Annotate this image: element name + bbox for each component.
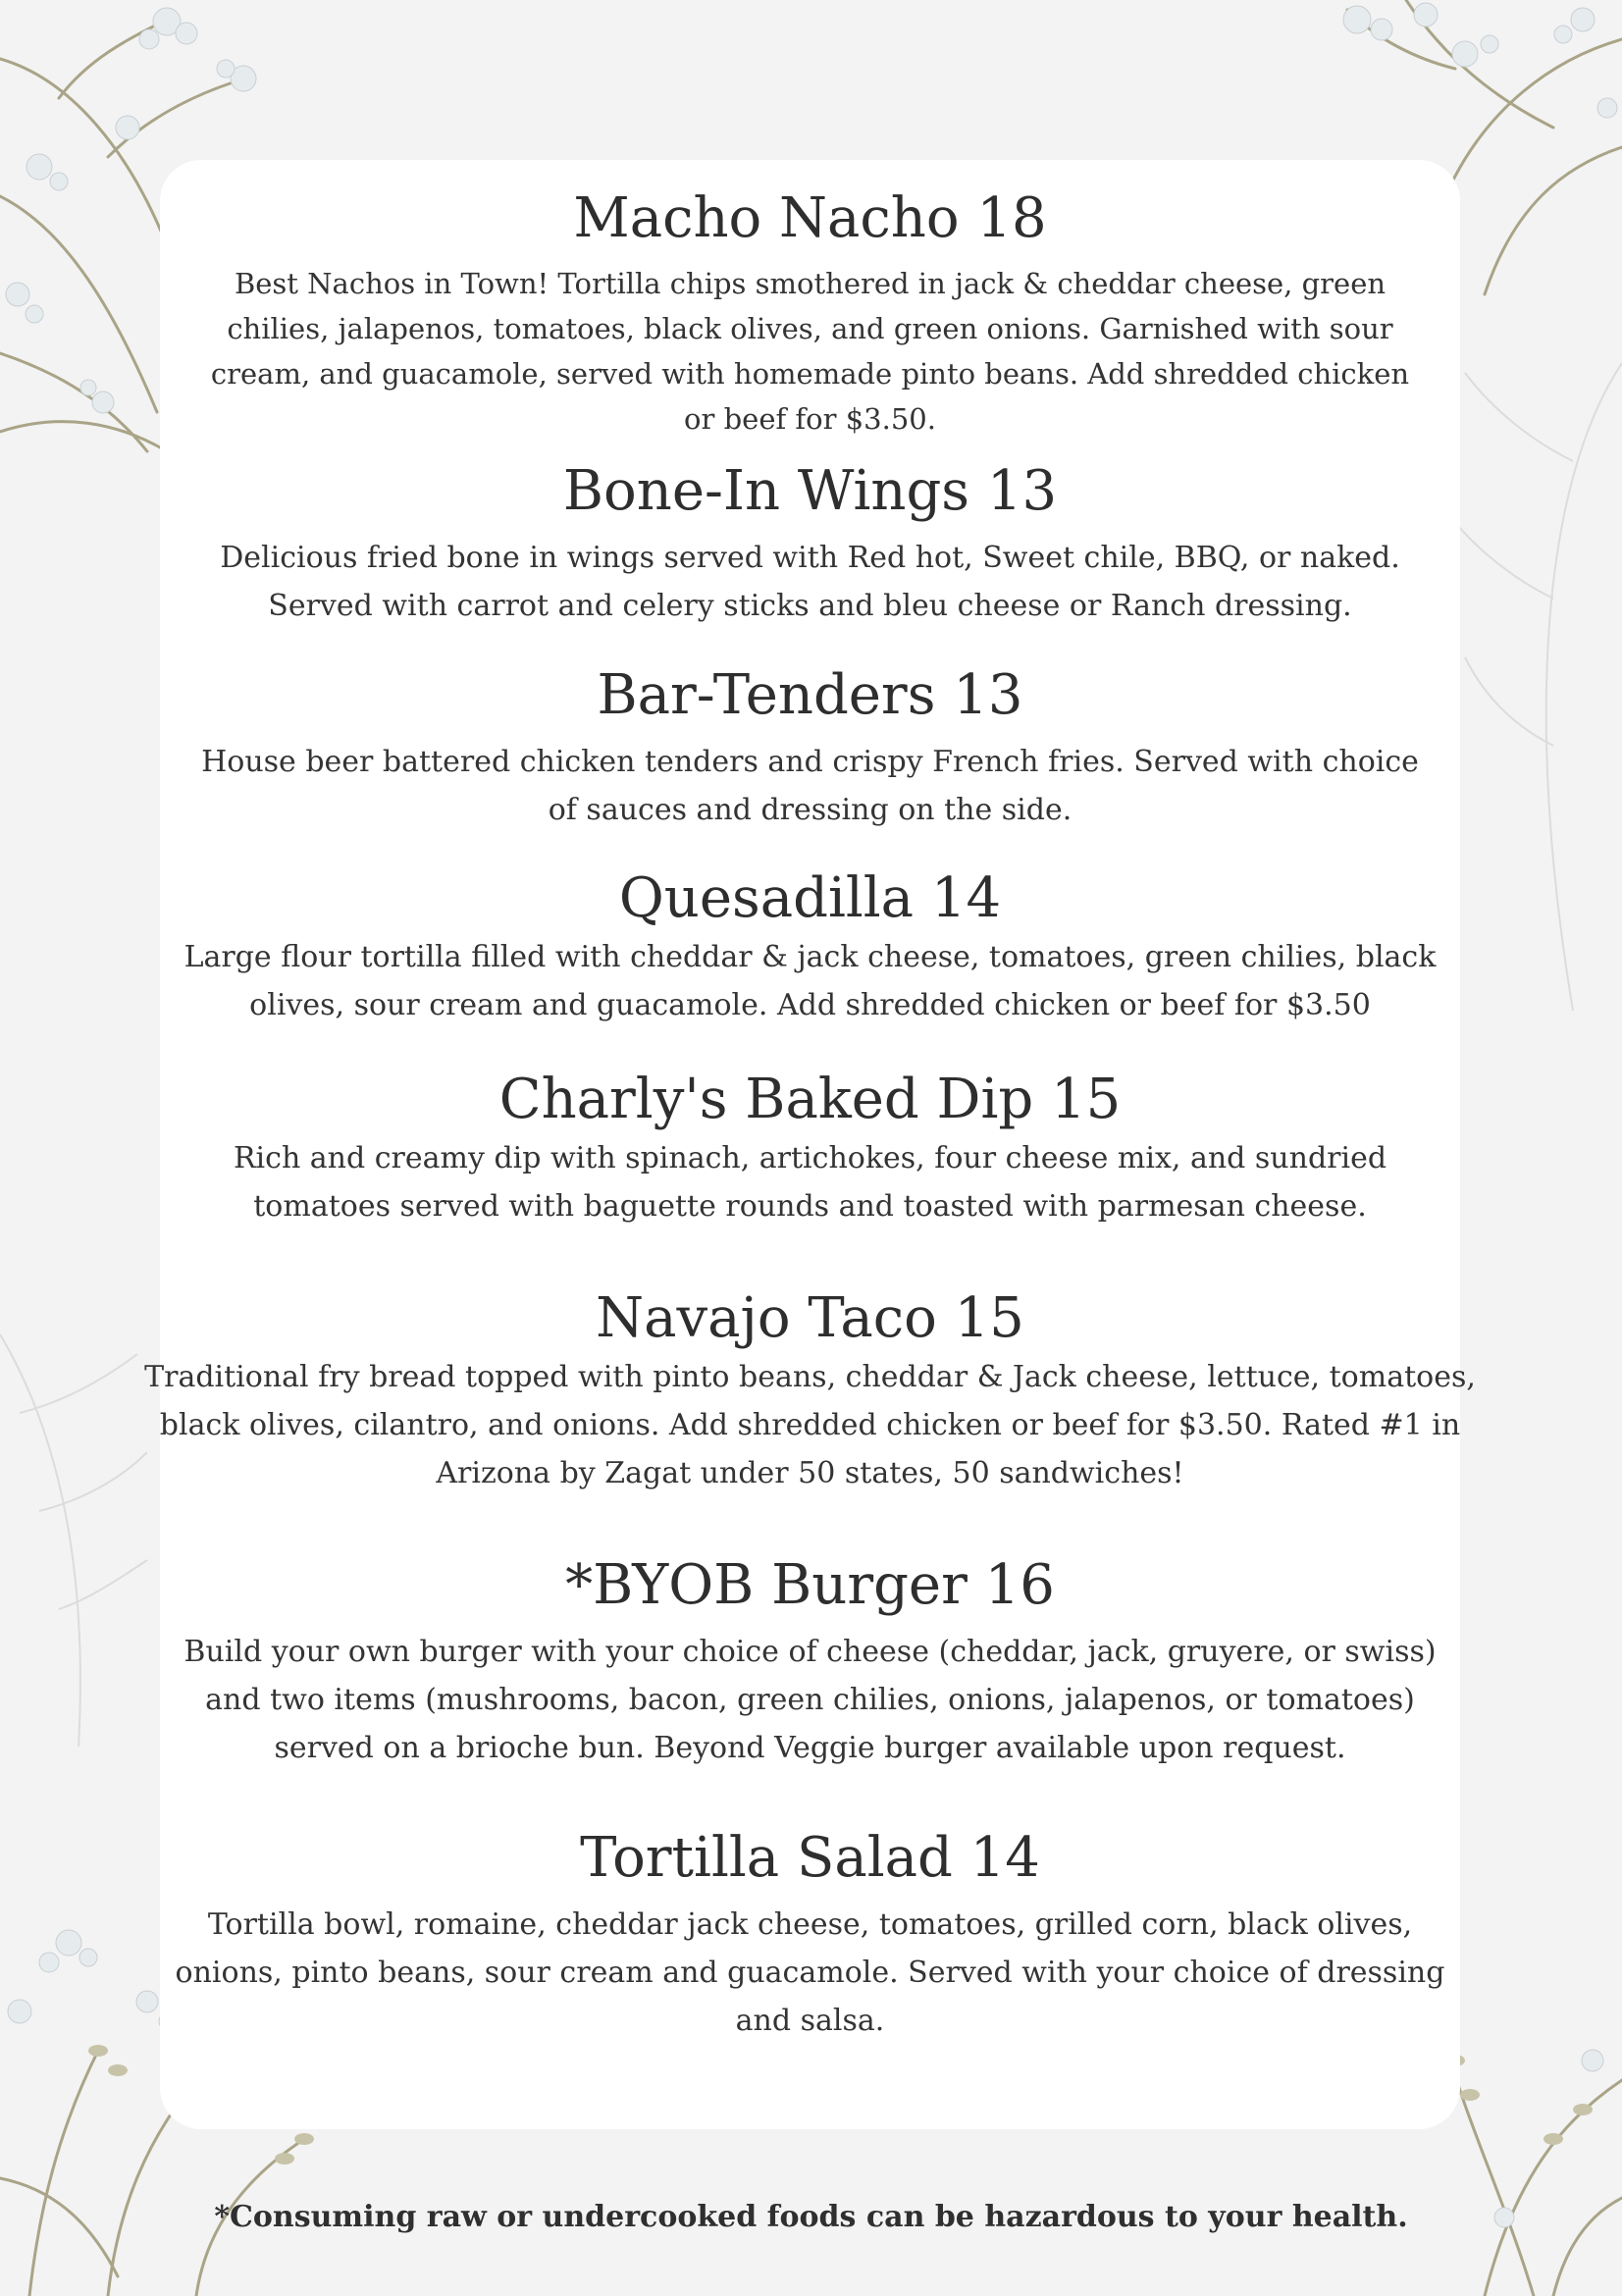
menu-item-title: Bone-In Wings 13 bbox=[562, 459, 1058, 523]
menu-item-title: Macho Nacho 18 bbox=[573, 186, 1047, 250]
menu-item-title: Quesadilla 14 bbox=[618, 866, 1002, 930]
menu-item-title: Charly's Baked Dip 15 bbox=[498, 1068, 1122, 1131]
menu-item-description: Large flour tortilla filled with cheddar & jack cheese, tomatoes, green chilies, black olives, sour cream and guacamole. Add shredded chicken or beef for $3.50 bbox=[183, 940, 1437, 1022]
menu-card bbox=[144, 160, 1476, 2129]
menu-item-title: *BYOB Burger 16 bbox=[565, 1553, 1055, 1617]
menu-item bbox=[160, 1068, 1460, 1230]
menu-item bbox=[160, 186, 1460, 442]
menu-item-description: House beer battered chicken tenders and crispy French fries. Served with choice of sauces and dressing on the side. bbox=[201, 745, 1419, 827]
menu-item-description: Build your own burger with your choice of cheese (cheddar, jack, gruyere, or swiss) and two items (mushrooms, bacon, green chilies, onions, jalapenos, or tomatoes) served on a brioche bun. Beyond Veggie burger available upon request. bbox=[183, 1635, 1437, 1765]
menu-item-title: Navajo Taco 15 bbox=[596, 1286, 1024, 1350]
menu-item bbox=[160, 663, 1460, 834]
menu-item-title: Tortilla Salad 14 bbox=[580, 1826, 1040, 1890]
menu-item-description: Traditional fry bread topped with pinto beans, cheddar & Jack cheese, lettuce, tomatoes, black olives, cilantro, and onions. Add shredded chicken or beef for $3.50. Rated #1 in Arizona by Zagat under 50 states, 50 sandwiches! bbox=[144, 1360, 1476, 1490]
menu-item-description: Best Nachos in Town! Tortilla chips smothered in jack & cheddar cheese, green chilies, jalapenos, tomatoes, black olives, and green onions. Garnished with sour cream, and guacamole, served with homemade pinto beans. Add shredded chicken or beef for $3.50. bbox=[210, 267, 1410, 436]
menu-item-description: Tortilla bowl, romaine, cheddar jack cheese, tomatoes, grilled corn, black olives, onions, pinto beans, sour cream and guacamole. Served with your choice of dressing and salsa. bbox=[175, 1907, 1445, 2038]
menu-item bbox=[160, 866, 1460, 1029]
health-notice: *Consuming raw or undercooked foods can be hazardous to your health. bbox=[214, 2200, 1408, 2234]
menu-item bbox=[160, 459, 1460, 630]
menu-item-description: Rich and creamy dip with spinach, artichokes, four cheese mix, and sundried tomatoes served with baguette rounds and toasted with parmesan cheese. bbox=[233, 1141, 1387, 1224]
menu-item bbox=[160, 1826, 1460, 2045]
menu-item bbox=[160, 1553, 1460, 1772]
menu-item bbox=[131, 1286, 1490, 1497]
menu-item-description: Delicious fried bone in wings served with Red hot, Sweet chile, BBQ, or naked. Served with carrot and celery sticks and bleu cheese or Ranch dressing. bbox=[220, 541, 1400, 623]
menu-item-title: Bar-Tenders 13 bbox=[597, 663, 1023, 727]
